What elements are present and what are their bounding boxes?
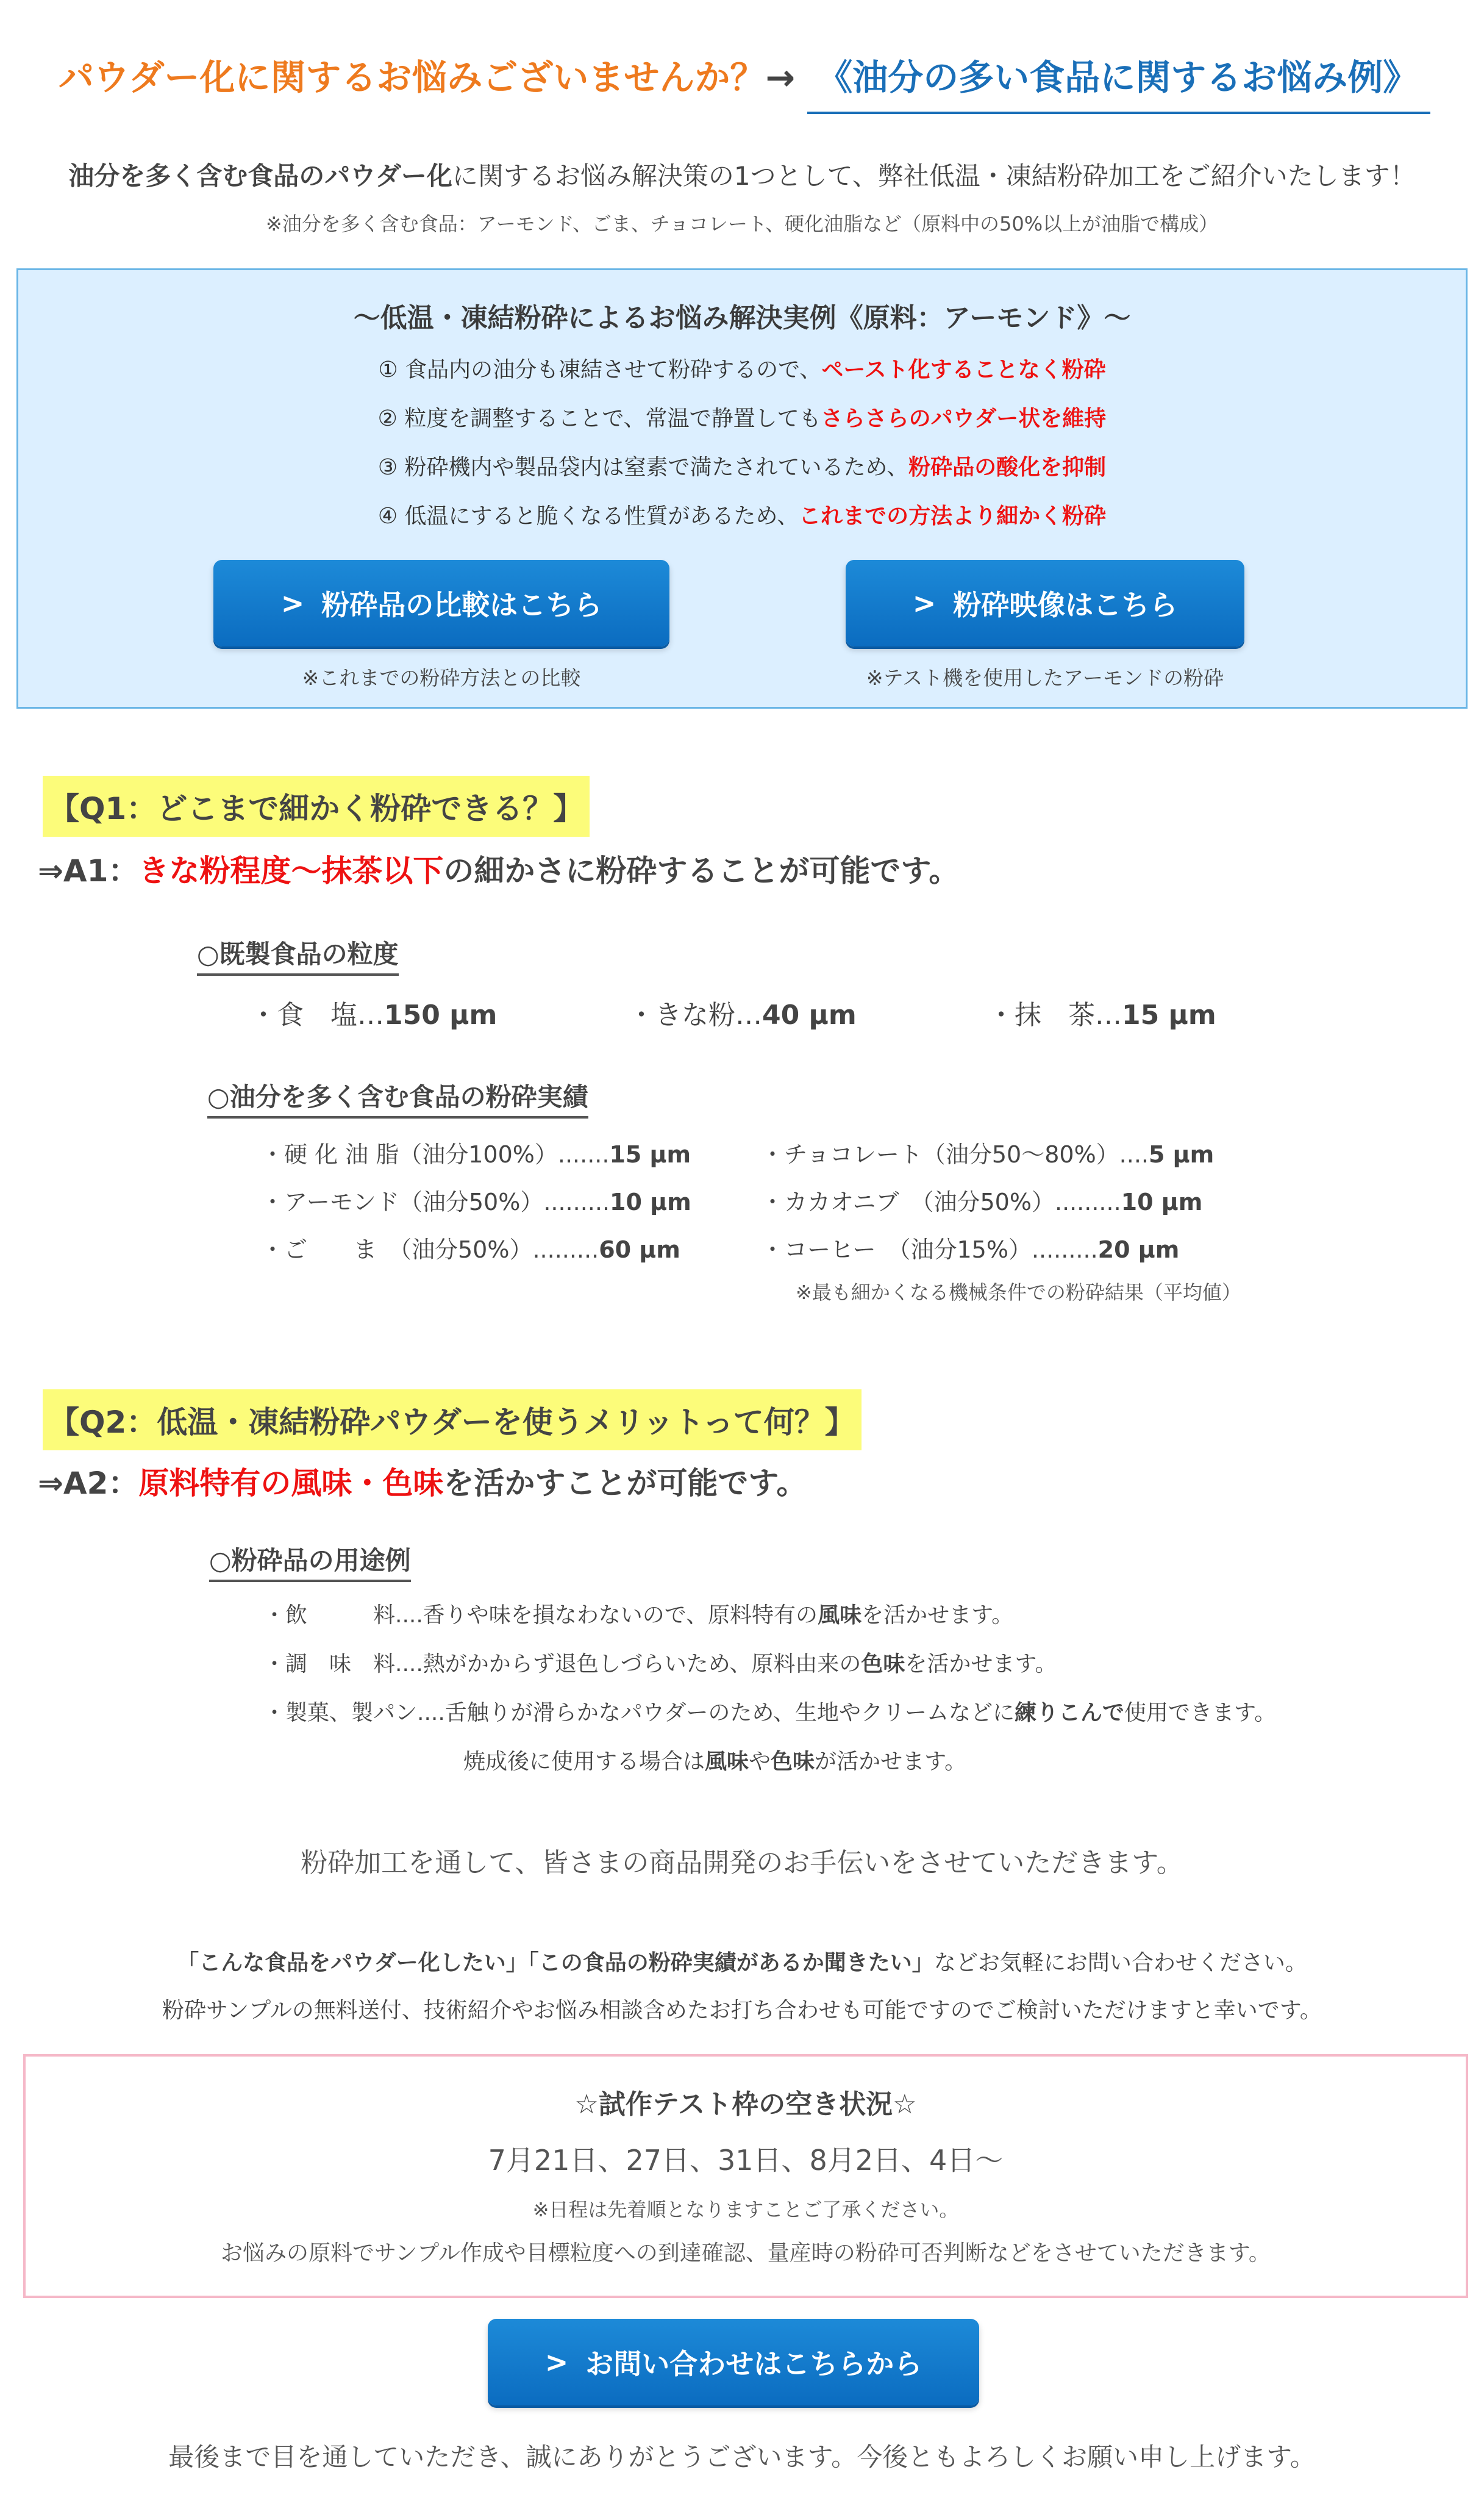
solution-point-text: ② 粒度を調整することで、常温で静置しても [377,406,821,431]
oil-result-value: 10 μm [1121,1189,1203,1216]
oil-result-value: 5 μm [1149,1141,1215,1168]
use-item-baking [263,1696,1276,1727]
oil-result-item [261,1183,691,1217]
q2-answer-highlight: 原料特有の風味・色味 [138,1466,444,1501]
intro-note: ※油分を多く含む食品：アーモンド、ごま、チョコレート、硬化油脂など（原料中の50%以上が油脂で構成） [265,212,1219,235]
use-item-text: や [749,1749,771,1774]
q1-answer [38,847,959,890]
compare-button[interactable] [213,560,669,646]
video-button-label: 粉砕映像はこちら [953,589,1178,621]
contact-button-label: お問い合わせはこちらから [585,2347,922,2380]
q1-answer-prefix: ⇒A1： [38,853,139,889]
use-item-text: 焼成後に使用する場合は [463,1749,705,1774]
oil-result-name: ・アーモンド（油分50%）......... [261,1189,610,1216]
q1-answer-rest: の細かさに粉砕することが可能です。 [443,853,960,889]
solution-point-1 [16,353,1468,384]
solution-point-highlight: これまでの方法より細かく粉砕 [799,504,1107,529]
footer-thanks: 最後まで目を通していただき、誠にありがとうございます。今後ともよろしくお願い申し上げます。 [168,2442,1316,2472]
ready-item-name: ・抹 茶… [988,1000,1122,1031]
header-question: パウダー化に関するお悩みございませんか？ [59,57,766,98]
use-item-seasoning [263,1647,1057,1678]
oil-results-note: ※最も細かくなる機械条件での粉砕結果（平均値） [796,1281,1241,1304]
use-item-bold: 風味 [705,1749,749,1774]
compare-button-note: ※これまでの粉砕方法との比較 [302,666,581,690]
q1-answer-highlight: きな粉程度～抹茶以下 [138,853,444,889]
video-button[interactable] [846,560,1244,646]
solution-point-highlight: ペースト化することなく粉砕 [821,357,1106,382]
ready-item-name: ・食 塩… [250,1000,384,1031]
solution-point-text: ① 食品内の油分も凍結させて粉砕するので、 [378,357,822,382]
oil-result-name: ・カカオニブ （油分50%）......... [761,1189,1121,1216]
oil-result-item [761,1183,1202,1217]
use-item-bold: 練りこんで [1014,1700,1124,1725]
oil-result-name: ・チョコレート（油分50～80%）.... [761,1141,1149,1168]
intro-text [0,156,1484,193]
solution-point-2 [16,401,1468,432]
header-arrow: → [765,57,796,98]
closing-paragraph-1 [0,1946,1484,1977]
chevron-right-icon: > [280,587,305,620]
solution-point-text: ④ 低温にすると脆くなる性質があるため、 [377,504,799,529]
page-header [59,49,1430,100]
q2-answer [38,1459,807,1503]
oil-result-name: ・コーヒー （油分15%）......... [761,1236,1098,1263]
use-item-text: ・調 味 料....熱がかからず退色しづらいため、原料由来の [263,1652,862,1677]
use-item-bold: 色味 [771,1749,815,1774]
oil-result-item [761,1231,1179,1264]
ready-item-value: 40 μm [762,1000,857,1031]
use-item-text: を活かせます。 [905,1652,1057,1677]
solution-point-3 [16,450,1468,481]
compare-button-label: 粉砕品の比較はこちら [321,589,602,621]
closing-paragraph-bold: 「こんな食品をパウダー化したい」「この食品の粉砕実績があるか聞きたい」 [177,1950,934,1975]
q1-question: 【Q1：どこまで細かく粉砕できる？】 [43,776,590,837]
ready-item-matcha [988,993,1216,1032]
use-item-text: を活かせます。 [862,1603,1014,1628]
oil-result-item [261,1231,680,1264]
use-item-text: 使用できます。 [1124,1700,1277,1725]
oil-result-value: 20 μm [1097,1236,1180,1263]
contact-button[interactable] [488,2319,979,2405]
oil-result-item [261,1136,691,1169]
test-slots-note: ※日程は先着順となりますことご了承ください。 [532,2198,959,2221]
ready-item-salt [250,993,497,1032]
use-item-text: ・製菓、製パン....舌触りが滑らかなパウダーのため、生地やクリームなどに [263,1700,1015,1725]
closing-paragraph-rest: などお気軽にお問い合わせください。 [933,1950,1307,1975]
test-slots-title: ☆試作テスト枠の空き状況☆ [574,2089,917,2120]
closing-paragraph-2: 粉砕サンプルの無料送付、技術紹介やお悩み相談含めたお打ち合わせも可能ですのでご検討いただけますと幸いです。 [162,1998,1322,2023]
use-item-text: ・飲 料....香りや味を損なわないので、原料特有の [263,1603,818,1628]
closing-message: 粉砕加工を通して、皆さまの商品開発のお手伝いをさせていただきます。 [301,1847,1183,1878]
solution-point-highlight: 粉砕品の酸化を抑制 [908,455,1107,480]
video-button-note: ※テスト機を使用したアーモンドの粉砕 [866,666,1224,690]
use-item-drinks [263,1598,1013,1629]
ready-item-name: ・きな粉… [628,1000,762,1031]
test-slots-dates: 7月21日、27日、31日、8月2日、4日～ [488,2144,1004,2177]
solution-point-4 [16,499,1468,530]
ready-item-value: 150 μm [384,1000,498,1031]
q2-question: 【Q2：低温・凍結粉砕パウダーを使うメリットって何？】 [43,1389,862,1450]
use-item-bold: 風味 [818,1603,862,1628]
oil-result-item [761,1136,1214,1169]
ready-item-value: 15 μm [1122,1000,1216,1031]
oil-result-value: 15 μm [609,1141,691,1168]
use-item-text: が活かせます。 [815,1749,967,1774]
use-item-baking-extra [463,1744,966,1775]
oil-result-value: 10 μm [610,1189,691,1216]
solution-point-text: ③ 粉砕機内や製品袋内は窒素で満たされているため、 [377,455,909,480]
q2-answer-rest: を活かすことが可能です。 [443,1466,807,1501]
oil-results-title: ○油分を多く含む食品の粉砕実績 [207,1077,588,1119]
oil-result-value: 60 μm [599,1236,680,1263]
uses-title: ○粉砕品の用途例 [209,1541,411,1582]
chevron-right-icon: > [544,2346,569,2379]
oil-food-examples-link[interactable]: 《油分の多い食品に関するお悩み例》 [807,57,1430,114]
intro-lead-rest: に関するお悩み解決策の1つとして、弊社低温・凍結粉砕加工をご紹介いたします！ [452,161,1416,191]
chevron-right-icon: > [912,587,936,620]
q2-answer-prefix: ⇒A2： [38,1466,139,1501]
ready-item-kinako [628,993,857,1032]
intro-lead-bold: 油分を多く含む食品のパウダー化 [68,161,452,191]
ready-food-title: ○既製食品の粒度 [197,934,399,976]
oil-result-name: ・硬 化 油 脂（油分100%）....... [261,1141,610,1168]
solution-point-highlight: さらさらのパウダー状を維持 [821,406,1107,431]
oil-result-name: ・ご ま （油分50%）......... [261,1236,599,1263]
use-item-bold: 色味 [861,1652,905,1677]
test-slots-description: お悩みの原料でサンプル作成や目標粒度への到達確認、量産時の粉砕可否判断などをさせていただきます。 [221,2241,1271,2266]
solution-box-title: ～低温・凍結粉砕によるお悩み解決実例《原料：アーモンド》～ [353,303,1131,334]
